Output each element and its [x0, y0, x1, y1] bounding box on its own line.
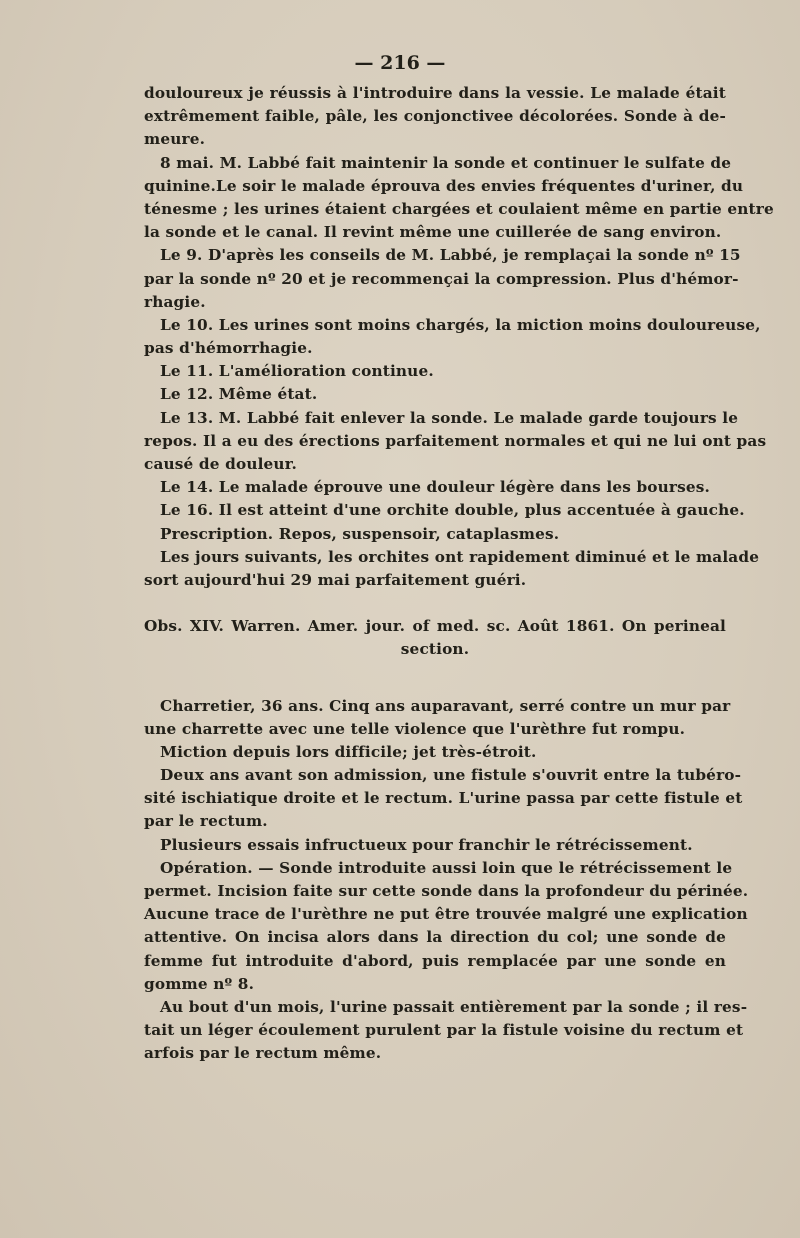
text-line: Miction depuis lors difficile; jet très-étroit. [160, 742, 537, 761]
text-line: gomme nº 8. [144, 974, 255, 993]
text-line: Deux ans avant son admission, une fistule s'ouvrit entre la tubéro- [160, 766, 742, 785]
text-line: une charrette avec une telle violence que l'urèthre fut rompu. [144, 719, 686, 738]
text-line: extrêmement faible, pâle, les conjonctivee décolorées. Sonde à de- [144, 107, 726, 126]
text-line: rhagie. [144, 292, 206, 311]
text-line: Le 9. D'après les conseils de M. Labbé, je remplaçai la sonde nº 15 [160, 246, 741, 265]
text-line: Aucune trace de l'urèthre ne put être trouvée malgré une explication [144, 905, 748, 924]
text-line: ténesme ; les urines étaient chargées et coulaient même en partie entre [144, 199, 774, 218]
text-line: Opération. — Sonde introduite aussi loin que le rétrécissement le [160, 858, 733, 877]
text-line: douloureux je réussis à l'introduire dans la vessie. Le malade était [144, 84, 726, 102]
text-line: la sonde et le canal. Il revint même une cuillerée de sang environ. [144, 223, 722, 242]
text-line: par le rectum. [144, 812, 268, 831]
text-line: attentive. On incisa alors dans la direction du col; une sonde de [144, 928, 726, 947]
text-line: pas d'hémorrhagie. [144, 339, 313, 358]
text-line: arfois par le rectum même. [144, 1044, 382, 1063]
text-line: permet. Incision faite sur cette sonde dans la profondeur du périnée. [144, 882, 749, 900]
text-line: Prescription. Repos, suspensoir, cataplasmes. [160, 524, 560, 543]
text-line: 8 mai. M. Labbé fait maintenir la sonde et continuer le sulfate de [160, 153, 732, 172]
text-line: Le 11. L'amélioration continue. [160, 362, 434, 381]
text-line: quinine.Le soir le malade éprouva des envies fréquentes d'uriner, du [144, 176, 744, 195]
observation-heading: Obs. XIV. Warren. Amer. jour. of med. sc. Août 1861. On perineal [144, 617, 726, 636]
page-number: — 216 — [354, 52, 446, 74]
text-line: Le 14. Le malade éprouve une douleur légère dans les bourses. [160, 478, 711, 497]
text-line: par la sonde nº 20 et je recommençai la compression. Plus d'hémor- [144, 269, 739, 288]
text-line: Les jours suivants, les orchites ont rapidement diminué et le malade [160, 547, 760, 566]
text-line: repos. Il a eu des érections parfaitement normales et qui ne lui ont pas [144, 431, 767, 450]
text-line: Le 13. M. Labbé fait enlever la sonde. Le malade garde toujours le [160, 408, 739, 427]
spacer [144, 592, 726, 615]
text-line: causé de douleur. [144, 455, 297, 473]
text-line: Le 12. Même état. [160, 385, 318, 404]
text-line: Au bout d'un mois, l'urine passait entièrement par la sonde ; il res- [160, 997, 748, 1016]
text-line: Plusieurs essais infructueux pour franchir le rétrécissement. [160, 835, 693, 854]
observation-heading-continued: section. [400, 640, 470, 659]
text-line: Le 16. Il est atteint d'une orchite double, plus accentuée à gauche. [160, 501, 745, 520]
body-text [144, 82, 774, 1066]
text-line: meure. [144, 130, 206, 149]
text-line: sité ischiatique droite et le rectum. L'urine passa par cette fistule et [144, 789, 743, 808]
text-line: Charretier, 36 ans. Cinq ans auparavant, serré contre un mur par [160, 696, 731, 715]
text-line: Le 10. Les urines sont moins chargés, la miction moins douloureuse, [160, 315, 761, 334]
text-line: sort aujourd'hui 29 mai parfaitement guéri. [144, 570, 527, 589]
text-line: femme fut introduite d'abord, puis remplacée par une sonde en [144, 951, 726, 970]
spacer [144, 662, 726, 685]
spacer [144, 685, 726, 695]
text-line: tait un léger écoulement purulent par la fistule voisine du rectum et [144, 1021, 744, 1040]
